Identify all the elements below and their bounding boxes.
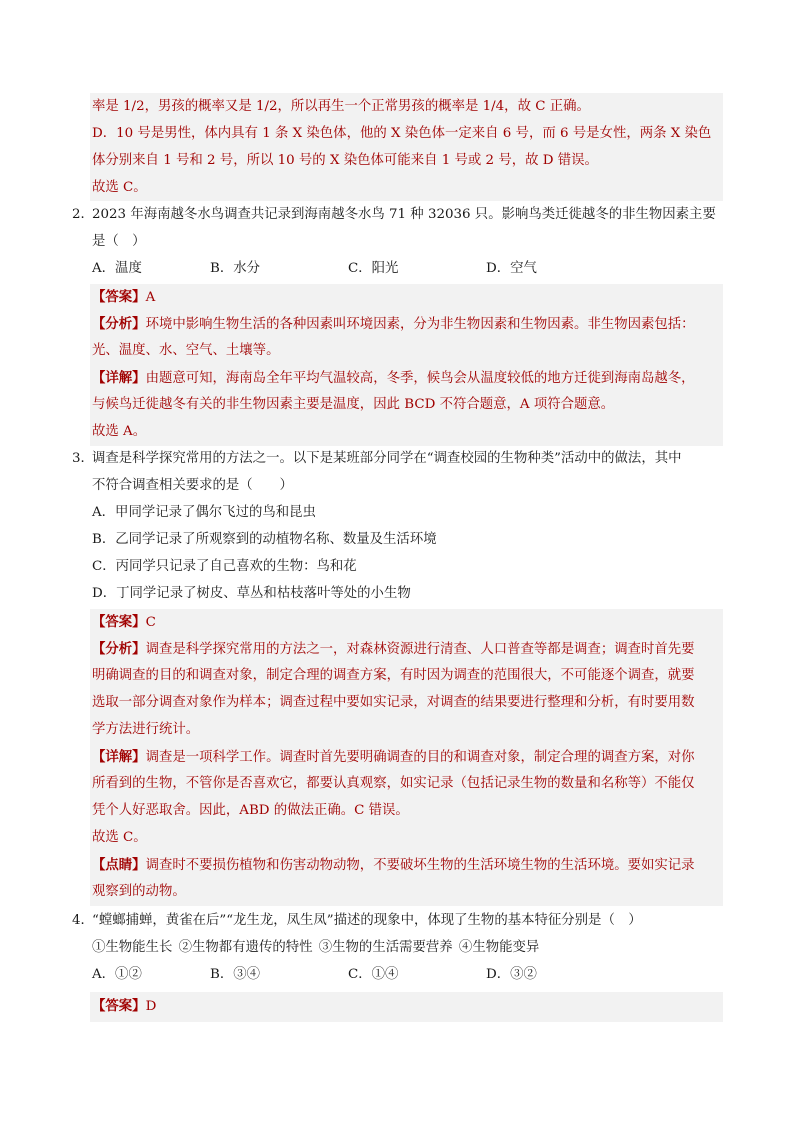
analysis-tag: 【分析】 xyxy=(92,641,146,657)
option-c: C．丙同学只记录了自己喜欢的生物：鸟和花 xyxy=(92,559,357,574)
option-c: C．①④ xyxy=(348,967,399,982)
detail-text: 调查是一项科学工作。调查时首先要明确调查的目的和调查对象，制定合理的调查方案，对你 xyxy=(145,750,695,765)
answer-value: C xyxy=(145,615,156,630)
option-b: B．③④ xyxy=(210,967,261,982)
option-a: A．温度 xyxy=(92,261,142,276)
detail-line: 所看到的生物，不管你是否喜欢它，都要认真观察，如实记录（包括记录生物的数量和名称等）不能仅 xyxy=(92,776,695,791)
analysis-line: 明确调查的目的和调查对象，制定合理的调查方案，有时因为调查的范围很大，不可能逐个调查，就要 xyxy=(92,668,695,683)
choose-line: 故选 C。 xyxy=(92,830,147,845)
analysis-tag: 【分析】 xyxy=(92,316,146,332)
question-number: 4． xyxy=(72,913,94,928)
option-d: D．空气 xyxy=(486,261,537,276)
tip-line: 观察到的动物。 xyxy=(92,884,186,899)
option-c: C．阳光 xyxy=(348,261,399,276)
prev-text-line: D．10 号是男性，体内具有 1 条 X 染色体，他的 X 染色体一定来自 6 号，而 6 号是女性，两条 X 染色 xyxy=(92,126,712,141)
option-d: D．丁同学记录了树皮、草丛和枯枝落叶等处的小生物 xyxy=(92,586,411,601)
answer-tag: 【答案】 xyxy=(92,998,146,1014)
answer-value: A xyxy=(145,290,156,305)
analysis-text: 环境中影响生物生活的各种因素叫环境因素，分为非生物因素和生物因素。非生物因素包括： xyxy=(145,317,695,332)
answer-tag: 【答案】 xyxy=(92,614,146,630)
analysis-line: 光、温度、水、空气、土壤等。 xyxy=(92,343,280,358)
analysis-line xyxy=(92,636,695,663)
prev-choose-line: 故选 C。 xyxy=(92,180,147,195)
prev-text-line: 体分别来自 1 号和 2 号，所以 10 号的 X 染色体可能来自 1 号或 2 号，故 D 错误。 xyxy=(92,153,598,168)
answer-block xyxy=(90,992,723,1022)
detail-line: 与候鸟迁徙越冬有关的非生物因素主要是温度，因此 BCD 不符合题意，A 项符合题意。 xyxy=(92,397,615,412)
detail-tag: 【详解】 xyxy=(92,749,146,765)
question-number: 2． xyxy=(72,207,94,222)
answer-value: D xyxy=(145,999,157,1014)
detail-tag: 【详解】 xyxy=(92,370,146,386)
answer-line xyxy=(92,993,156,1020)
analysis-text: 调查是科学探究常用的方法之一，对森林资源进行清查、人口普查等都是调查；调查时首先要 xyxy=(145,642,695,657)
option-a: A．①② xyxy=(92,967,142,982)
choose-line: 故选 A。 xyxy=(92,424,147,439)
question-stem: 调查是科学探究常用的方法之一。以下是某班部分同学在“调查校园的生物种类”活动中的做法，其中 xyxy=(92,451,682,466)
analysis-line xyxy=(92,311,695,338)
question-stem: 2023 年海南越冬水鸟调查共记录到海南越冬水鸟 71 种 32036 只。影响鸟类迁徙越冬的非生物因素主要 xyxy=(92,207,716,222)
question-number: 3． xyxy=(72,451,94,466)
answer-line xyxy=(92,609,156,636)
analysis-line: 选取一部分调查对象作为样本；调查过程中要如实记录，对调查的结果要进行整理和分析，有时要用数 xyxy=(92,695,695,710)
option-d: D．③② xyxy=(486,967,537,982)
question-stem: “螳螂捕蝉，黄雀在后”“龙生龙，凤生凤”描述的现象中，体现了生物的基本特征分别是（ ） xyxy=(92,913,642,928)
question-items: ①生物能生长 ②生物都有遗传的特性 ③生物的生活需要营养 ④生物能变异 xyxy=(92,940,540,955)
tip-line xyxy=(92,852,695,879)
detail-line: 凭个人好恶取舍。因此，ABD 的做法正确。C 错误。 xyxy=(92,803,409,818)
option-a: A．甲同学记录了偶尔飞过的鸟和昆虫 xyxy=(92,505,316,520)
option-b: B．乙同学记录了所观察到的动植物名称、数量及生活环境 xyxy=(92,532,437,547)
question-stem: 是（ ） xyxy=(92,234,146,249)
detail-line xyxy=(92,365,695,392)
question-stem: 不符合调查相关要求的是（ ） xyxy=(92,478,293,493)
option-b: B．水分 xyxy=(210,261,261,276)
answer-line xyxy=(92,284,155,311)
detail-line xyxy=(92,744,695,771)
tip-tag: 【点睛】 xyxy=(92,857,146,873)
answer-tag: 【答案】 xyxy=(92,289,146,305)
tip-text: 调查时不要损伤植物和伤害动物动物，不要破坏生物的生活环境生物的生活环境。要如实记录 xyxy=(145,858,695,873)
prev-text-line: 率是 1/2，男孩的概率又是 1/2，所以再生一个正常男孩的概率是 1/4，故 C 正确。 xyxy=(92,99,590,114)
detail-text: 由题意可知，海南岛全年平均气温较高，冬季，候鸟会从温度较低的地方迁徙到海南岛越冬， xyxy=(145,371,695,386)
analysis-line: 学方法进行统计。 xyxy=(92,722,200,737)
